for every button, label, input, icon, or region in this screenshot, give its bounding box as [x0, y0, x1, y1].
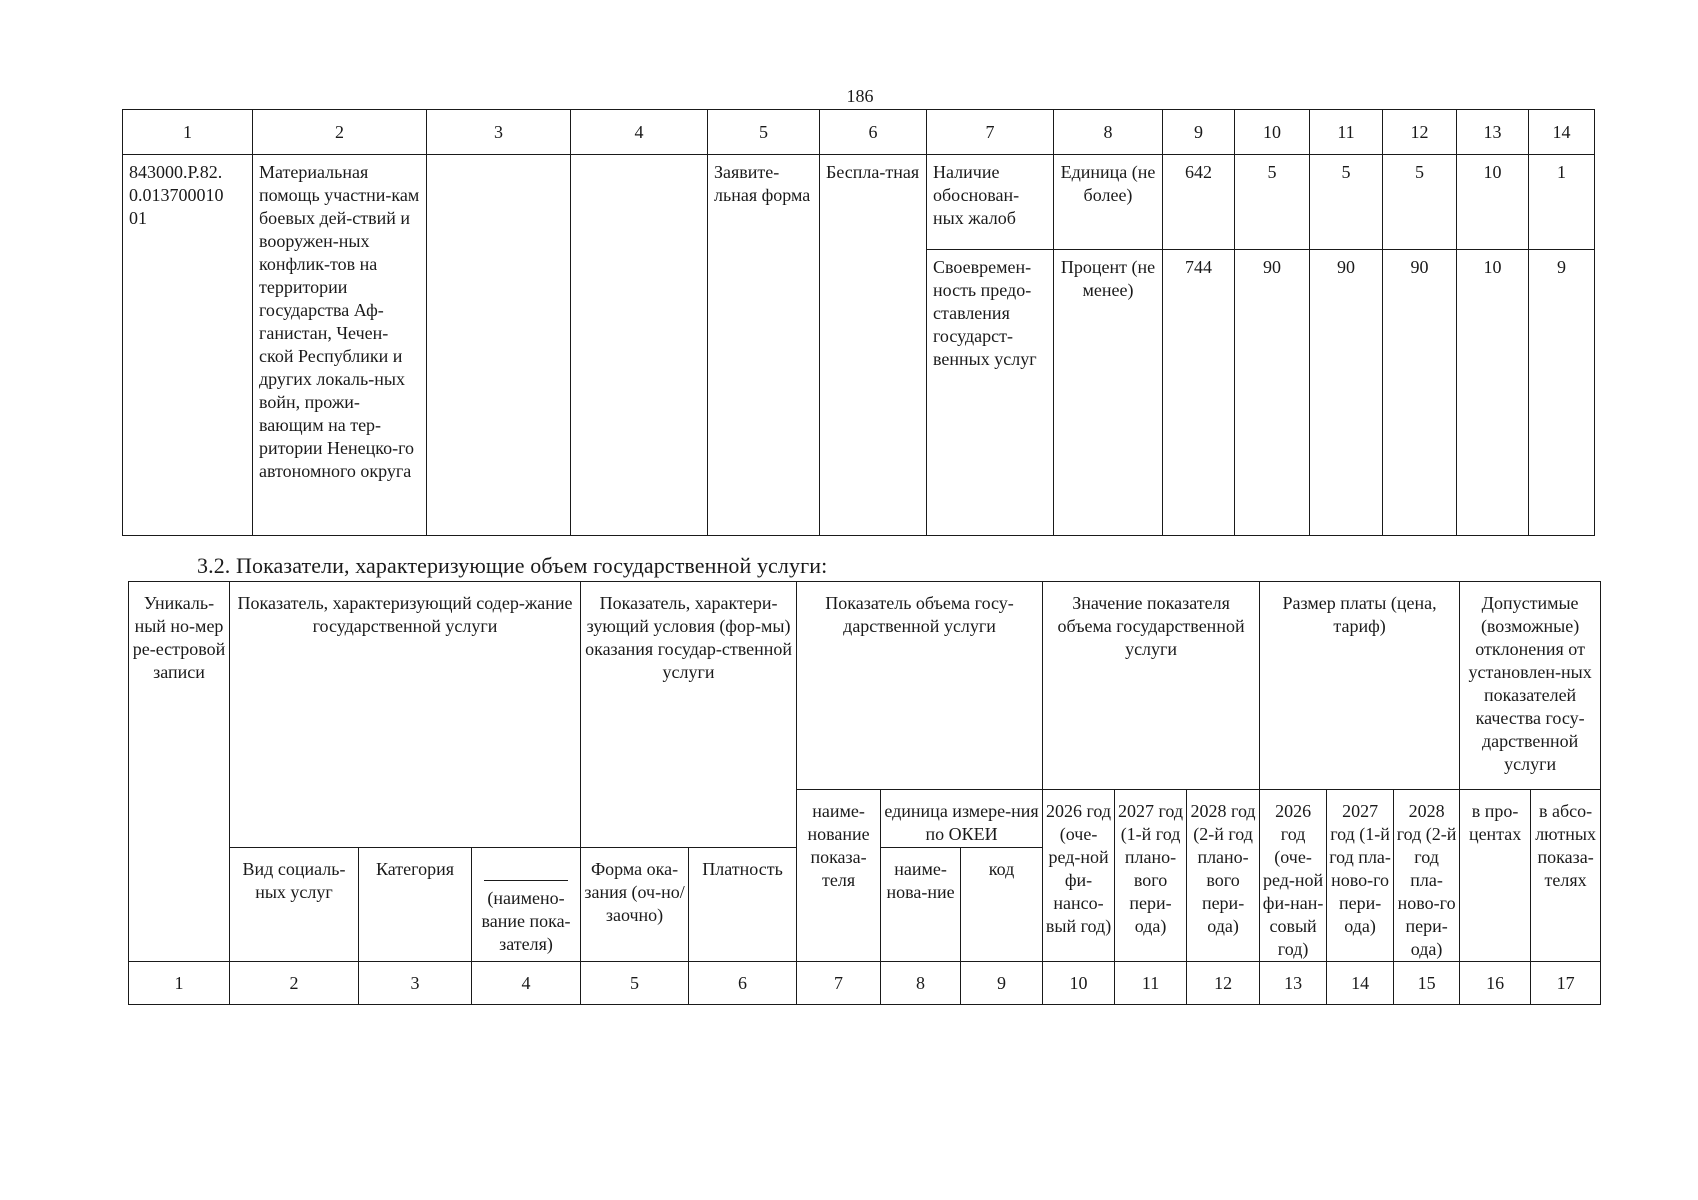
- h-fee-2026: 2026 год (оче-ред-ной фи-нан-совый год): [1260, 790, 1327, 962]
- col-number: 1: [123, 110, 253, 155]
- col-number: 15: [1394, 962, 1460, 1005]
- h-okei-code: код: [961, 848, 1043, 962]
- table2-header-row: [129, 582, 1601, 790]
- col-number: 13: [1260, 962, 1327, 1005]
- empty-cell: [427, 155, 571, 536]
- h-okei-unit: единица измере-ния по ОКЕИ: [881, 790, 1043, 848]
- h-okei-name: наиме-нова-ние: [881, 848, 961, 962]
- h-year-2026: 2026 год (оче-ред-ной фи-нансо-вый год): [1043, 790, 1115, 962]
- deviation-absolute: 1: [1529, 155, 1595, 250]
- h-payment: Платность: [689, 848, 797, 962]
- col-number: 16: [1460, 962, 1531, 1005]
- col-number: 10: [1235, 110, 1310, 155]
- col-number: 7: [927, 110, 1054, 155]
- col-number: 8: [881, 962, 961, 1005]
- h-volume-indicator: Показатель объема госу-дарственной услуги: [797, 582, 1043, 790]
- col-number: 9: [1163, 110, 1235, 155]
- h-fee-2028: 2028 год (2-й год пла-ново-го пери-ода): [1394, 790, 1460, 962]
- indicator-name: Своевремен-ность предо-ставления государст-венных услуг: [927, 250, 1054, 536]
- deviation-absolute: 9: [1529, 250, 1595, 536]
- col-number: 3: [427, 110, 571, 155]
- value-2027: 5: [1310, 155, 1383, 250]
- h-year-2027: 2027 год (1-й год плано-вого пери-ода): [1115, 790, 1187, 962]
- empty-cell: [571, 155, 708, 536]
- h-year-2028: 2028 год (2-й год плано-вого пери-ода): [1187, 790, 1260, 962]
- okei-code: 642: [1163, 155, 1235, 250]
- volume-indicators-table: [128, 581, 1601, 1005]
- h-deviation-absolute: в абсо-лютных показа-телях: [1531, 790, 1601, 962]
- h-indicator-name-blank: [472, 848, 581, 962]
- col-number: 11: [1310, 110, 1383, 155]
- col-number: 14: [1529, 110, 1595, 155]
- table2-number-row: [129, 962, 1601, 1005]
- h-content-indicator: Показатель, характеризующий содер-жание государственной услуги: [230, 582, 581, 848]
- table1-header-row: [123, 110, 1595, 155]
- col-number: 6: [820, 110, 927, 155]
- col-number: 2: [230, 962, 359, 1005]
- section-title: 3.2. Показатели, характеризующие объем государственной услуги:: [197, 553, 828, 578]
- col-number: 14: [1327, 962, 1394, 1005]
- value-2026: 5: [1235, 155, 1310, 250]
- h-register-number: Уникаль-ный но-мер ре-естровой записи: [129, 582, 230, 962]
- col-number: 4: [472, 962, 581, 1005]
- h-conditions-indicator: Показатель, характери-зующий условия (фор-мы) оказания государ-ственной услуги: [581, 582, 797, 848]
- col-number: 4: [571, 110, 708, 155]
- h-deviation-percent: в про-центах: [1460, 790, 1531, 962]
- col-number: 5: [708, 110, 820, 155]
- col-number: 11: [1115, 962, 1187, 1005]
- register-number: 843000.Р.82. 0.013700010 01: [123, 155, 253, 536]
- col-number: 9: [961, 962, 1043, 1005]
- col-number: 12: [1187, 962, 1260, 1005]
- indicator-unit: Процент (не менее): [1054, 250, 1163, 536]
- value-2026: 90: [1235, 250, 1310, 536]
- page-number: 186: [846, 86, 874, 106]
- deviation-percent: 10: [1457, 155, 1529, 250]
- indicator-name: Наличие обоснован-ных жалоб: [927, 155, 1054, 250]
- col-number: 5: [581, 962, 689, 1005]
- col-number: 2: [253, 110, 427, 155]
- h-category: Категория: [359, 848, 472, 962]
- col-number: 6: [689, 962, 797, 1005]
- okei-code: 744: [1163, 250, 1235, 536]
- col-number: 10: [1043, 962, 1115, 1005]
- service-payment: Беспла-тная: [820, 155, 927, 536]
- value-2027: 90: [1310, 250, 1383, 536]
- h-fee-size: Размер платы (цена, тариф): [1260, 582, 1460, 790]
- col-number: 7: [797, 962, 881, 1005]
- col-number: 17: [1531, 962, 1601, 1005]
- value-2028: 90: [1383, 250, 1457, 536]
- col-number: 12: [1383, 110, 1457, 155]
- table-row: [123, 155, 1595, 250]
- quality-indicators-table: [122, 109, 1595, 536]
- col-number: 13: [1457, 110, 1529, 155]
- h-indicator-name: наиме-нование показа-теля: [797, 790, 881, 962]
- service-form: Заявите-льная форма: [708, 155, 820, 536]
- h-name-indicator-label: (наимено-вание пока-зателя): [481, 888, 571, 955]
- col-number: 1: [129, 962, 230, 1005]
- col-number: 8: [1054, 110, 1163, 155]
- h-fee-2027: 2027 год (1-й год пла-ново-го пери-ода): [1327, 790, 1394, 962]
- indicator-unit: Единица (не более): [1054, 155, 1163, 250]
- h-service-form: Форма ока-зания (оч-но/заочно): [581, 848, 689, 962]
- h-indicator-value: Значение показателя объема государственной услуги: [1043, 582, 1260, 790]
- value-2028: 5: [1383, 155, 1457, 250]
- service-name: Материальная помощь участни-кам боевых дей-ствий и вооружен-ных конфлик-тов на территории государства Аф-ганистан, Чечен-ской Республики и других локаль-ных войн, прожи-вающим на тер-ритории Ненецко-го автономного округа: [253, 155, 427, 536]
- col-number: 3: [359, 962, 472, 1005]
- deviation-percent: 10: [1457, 250, 1529, 536]
- h-service-kind: Вид социаль-ных услуг: [230, 848, 359, 962]
- blank-line: [484, 880, 568, 881]
- h-allowed-deviation: Допустимые (возможные) отклонения от установлен-ных показателей качества госу-дарственной услуги: [1460, 582, 1601, 790]
